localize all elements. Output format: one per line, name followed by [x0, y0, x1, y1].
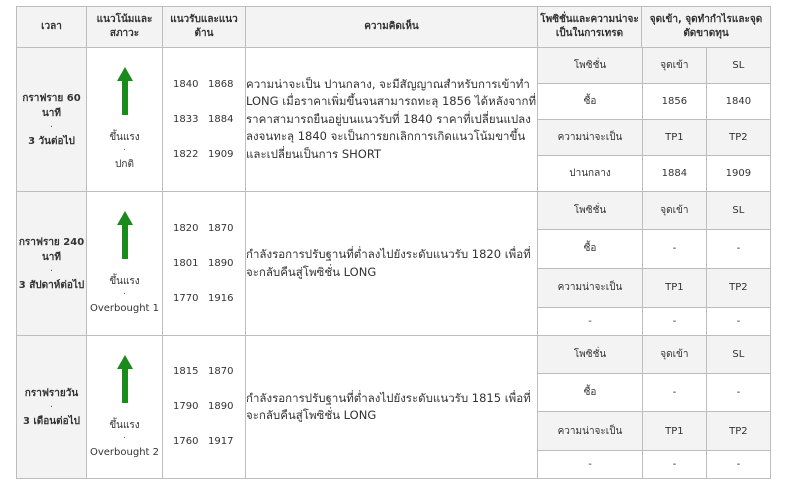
level-pair: [163, 257, 245, 271]
grid-cell: โพซิชั่น: [538, 48, 643, 83]
grid-row: [538, 48, 770, 83]
levels-cell: [163, 48, 246, 192]
header-comment: ความคิดเห็น: [246, 7, 538, 48]
grid-row: [538, 192, 770, 230]
grid-cell: -: [643, 373, 707, 412]
level-pair: [163, 292, 245, 306]
grid-cell: TP1: [643, 268, 707, 307]
position-cell: [538, 192, 771, 336]
grid-row: [538, 119, 770, 155]
grid-cell: -: [643, 230, 707, 269]
horizon-label: 3 เดือนต่อไป: [22, 415, 81, 427]
trend-label: ขึ้นแรง: [109, 419, 140, 431]
level-pair: [163, 113, 245, 127]
support-level: 1840: [173, 78, 199, 90]
comment-cell: ความน่าจะเป็น ปานกลาง, จะมีสัญญาณสำหรับการเข้าทำ LONG เมื่อราคาเพิ่มขึ้นจนสามารถทะลุ 1856 ได้หลังจากที่ราคาสามารถยืนอยู่บนแนวรับที่ 1840 ราคาที่เปลี่ยนแปลงลงจนทะลุ 1840 จะเป็นการยกเลิกการเกิดแนวโน้มขาขึ้นและเปลี่ยนเป็นการ SHORT: [246, 48, 538, 192]
grid-row: [538, 83, 770, 119]
grid-cell: ความน่าจะเป็น: [538, 268, 643, 307]
up-arrow-icon: [117, 355, 133, 406]
separator-dot: ·: [49, 401, 54, 413]
trend-cell: [87, 192, 163, 336]
table-row: [17, 336, 771, 479]
grid-cell: ซื้อ: [538, 373, 643, 412]
up-arrow-icon: [117, 211, 133, 262]
grid-cell: ความน่าจะเป็น: [538, 412, 643, 451]
resistance-level: 1890: [208, 401, 234, 412]
support-level: 1822: [173, 148, 199, 160]
grid-cell: 1840: [706, 83, 770, 119]
comment-cell: กำลังรอการปรับฐานที่ต่ำลงไปยังระดับแนวรับ 1820 เพื่อที่จะกลับคืนสู่โพซิชั่น LONG: [246, 192, 538, 336]
grid-cell: SL: [706, 48, 770, 83]
grid-cell: ความน่าจะเป็น: [538, 119, 643, 155]
level-pair: [163, 400, 245, 414]
grid-cell: SL: [706, 192, 770, 230]
grid-row: [538, 373, 770, 412]
grid-cell: จุดเข้า: [643, 48, 707, 83]
grid-row: [538, 230, 770, 269]
condition-label: Overbought 2: [89, 446, 159, 458]
grid-cell: จุดเข้า: [643, 336, 707, 373]
levels-cell: [163, 336, 246, 479]
condition-label: Overbought 1: [89, 303, 159, 314]
position-cell: [538, 336, 771, 479]
grid-cell: TP1: [643, 412, 707, 451]
position-grid: [538, 48, 770, 191]
header-time: เวลา: [17, 7, 87, 48]
timeframe-cell: [17, 336, 87, 479]
analysis-table: [16, 6, 771, 479]
grid-cell: โพซิชั่น: [538, 192, 643, 230]
trend-cell: [87, 48, 163, 192]
support-level: 1833: [173, 113, 199, 125]
trend-label: ขึ้นแรง: [109, 132, 140, 143]
separator-dot: ·: [122, 289, 127, 300]
separator-dot: ·: [49, 265, 54, 277]
grid-cell: -: [736, 315, 741, 327]
grid-cell: SL: [706, 336, 770, 373]
comment-cell: กำลังรอการปรับฐานที่ต่ำลงไปยังระดับแนวรับ 1815 เพื่อที่จะกลับคืนสู่โพซิชั่น LONG: [246, 336, 538, 479]
support-level: 1790: [173, 401, 199, 412]
horizon-label: 3 สัปดาห์ต่อไป: [18, 279, 85, 291]
header-trend: แนวโน้มและสภาวะ: [87, 7, 163, 48]
timeframe-label: กราฟราย 240 นาที: [18, 236, 85, 263]
grid-cell: ซื้อ: [538, 230, 643, 269]
resistance-level: 1884: [208, 113, 234, 125]
grid-cell: TP2: [706, 268, 770, 307]
up-arrow-icon: [117, 67, 133, 118]
header-levels: แนวรับและแนวต้าน: [163, 7, 246, 48]
level-pair: [163, 435, 245, 449]
timeframe-cell: [17, 48, 87, 192]
position-cell: [538, 48, 771, 192]
grid-cell: โพซิชั่น: [538, 336, 643, 373]
separator-dot: ·: [122, 432, 127, 444]
resistance-level: 1909: [208, 148, 234, 160]
grid-cell: -: [643, 450, 707, 478]
grid-cell: 1856: [643, 83, 707, 119]
header-row: [17, 7, 771, 48]
trend-cell: [87, 336, 163, 479]
levels-cell: [163, 192, 246, 336]
support-level: 1815: [173, 366, 199, 377]
resistance-level: 1890: [208, 257, 234, 269]
resistance-level: 1870: [208, 366, 234, 377]
trend-label: ขึ้นแรง: [109, 276, 140, 287]
grid-cell: -: [643, 307, 707, 335]
support-level: 1770: [173, 292, 199, 304]
resistance-level: 1917: [208, 436, 234, 447]
support-level: 1801: [173, 257, 199, 269]
grid-cell: -: [706, 230, 770, 269]
grid-row: [538, 336, 770, 373]
grid-row: [538, 412, 770, 451]
grid-cell: TP1: [643, 119, 707, 155]
level-pair: [163, 222, 245, 236]
position-grid: [538, 192, 770, 335]
grid-cell: 1884: [643, 156, 707, 191]
header-entry: จุดเข้า, จุดทำกำไรและจุดตัดขาดทุน: [642, 7, 771, 48]
condition-label: ปกติ: [115, 159, 134, 170]
grid-cell: 1909: [725, 168, 752, 180]
support-level: 1760: [173, 436, 199, 447]
grid-cell: TP2: [706, 412, 770, 451]
timeframe-cell: [17, 192, 87, 336]
table-row: [17, 192, 771, 336]
support-level: 1820: [173, 222, 199, 234]
grid-cell: ซื้อ: [538, 83, 643, 119]
separator-dot: ·: [49, 121, 54, 133]
grid-cell: -: [736, 458, 741, 470]
grid-cell: จุดเข้า: [643, 192, 707, 230]
grid-row: [538, 268, 770, 307]
position-grid: [538, 336, 770, 478]
level-pair: [163, 148, 245, 162]
grid-cell: -: [706, 373, 770, 412]
grid-cell: -: [538, 450, 643, 478]
level-pair: [163, 365, 245, 379]
grid-cell: ปานกลาง: [538, 156, 643, 191]
resistance-level: 1868: [208, 78, 234, 90]
grid-row: [538, 156, 770, 191]
grid-row: [538, 307, 770, 335]
level-pair: [163, 78, 245, 92]
grid-cell: -: [538, 307, 643, 335]
table-row: [17, 48, 771, 192]
resistance-level: 1870: [208, 222, 234, 234]
horizon-label: 3 วันต่อไป: [28, 135, 75, 147]
grid-cell: TP2: [706, 119, 770, 155]
header-position: โพซิชั่นและความน่าจะเป็นในการเทรด: [538, 7, 642, 48]
timeframe-label: กราฟรายวัน: [24, 387, 79, 399]
timeframe-label: กราฟราย 60 นาที: [22, 92, 81, 119]
grid-row: [538, 450, 770, 478]
resistance-level: 1916: [208, 292, 234, 304]
separator-dot: ·: [122, 145, 127, 156]
